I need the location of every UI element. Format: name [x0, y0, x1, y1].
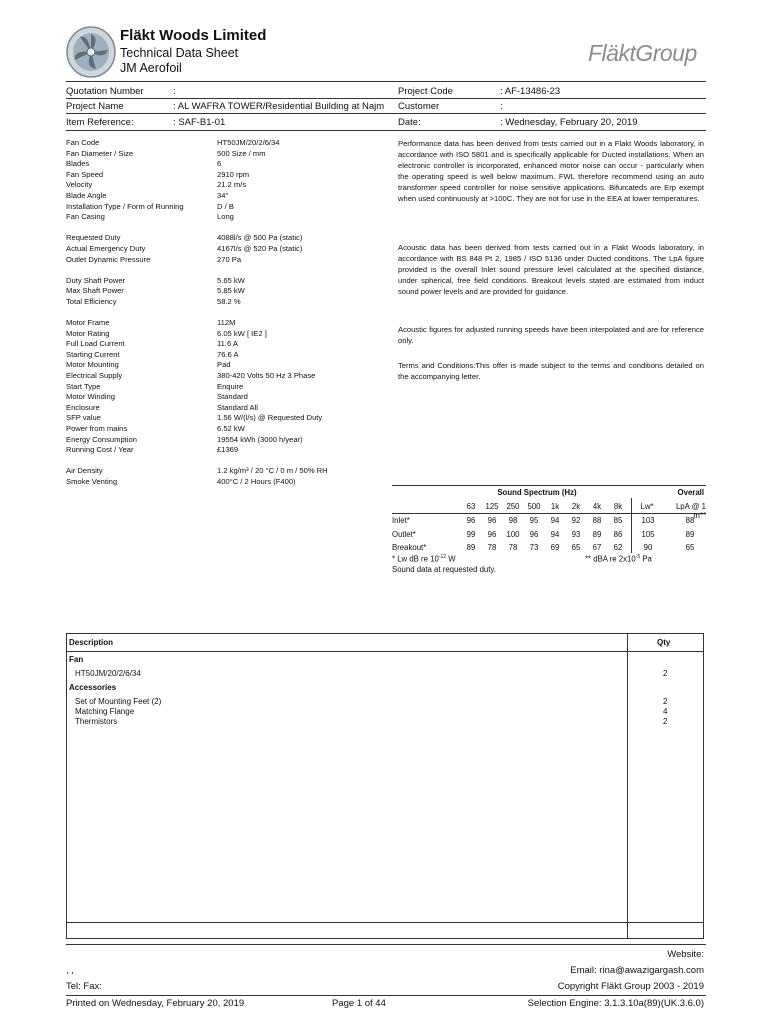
- sound-value: 100: [506, 530, 520, 539]
- performance-note: Performance data has been derived from tests carried out in a Flakt Woods laboratory, in accordance with ISO 5801 and is specifically applicable for Ducted installations. When an electronic controller is incorporated, enhanced motor noise can occur - particularly when the operating speed is well below maximum. FWL therefore recommend using an auto transformer speed controller for noise sensitive applications. Bifurcateds are Erp exempt when used continuously at >100C. They are not for use in the EEA at lower temperatures.: [398, 139, 704, 204]
- lpa-header: LpA @ 1 m**: [675, 502, 706, 520]
- spec-label: Motor Frame: [66, 318, 110, 328]
- spec-value: 34°: [217, 190, 229, 200]
- accessory-qty: 2: [663, 717, 668, 726]
- sound-value: 96: [466, 516, 476, 525]
- sound-lpa-value: 65: [685, 543, 695, 552]
- spec-label: Power from mains: [66, 424, 128, 434]
- spec-label: Enclosure: [66, 402, 100, 412]
- spec-value: 5.65 kW: [217, 275, 245, 285]
- spec-label: Blades: [66, 159, 90, 169]
- spec-label: Energy Consumption: [66, 434, 137, 444]
- spec-label: [66, 265, 184, 276]
- spec-value: 270 Pa: [217, 254, 242, 264]
- spec-label: Fan Speed: [66, 169, 104, 179]
- spec-label: Air Density: [66, 466, 103, 476]
- spec-label: Actual Emergency Duty: [66, 243, 146, 253]
- accessory-name: Thermistors: [75, 717, 118, 726]
- sound-value: 95: [529, 516, 539, 525]
- dba-note-exponent: -5: [635, 554, 641, 560]
- spec-label: Fan Diameter / Size: [66, 148, 134, 158]
- lw-reference-note: [392, 554, 456, 564]
- spec-value: 400°C / 2 Hours (F400): [217, 477, 296, 486]
- accessory-name: Matching Flange: [75, 707, 135, 716]
- spec-labels: [66, 138, 184, 488]
- accessory-name: Set of Mounting Feet (2): [75, 697, 162, 706]
- lw-note-text: * Lw dB re 10: [392, 554, 439, 564]
- spec-value: 58.2 %: [217, 296, 241, 306]
- spec-label: [66, 308, 184, 319]
- spec-label: Total Efficiency: [66, 296, 117, 306]
- fan-qty: 2: [663, 669, 668, 678]
- items-table: [66, 633, 704, 939]
- item-reference-label: Item Reference:: [66, 117, 134, 128]
- spec-label: Velocity: [66, 180, 93, 190]
- dba-reference-note: [585, 554, 652, 564]
- sound-value: 86: [613, 530, 623, 539]
- spec-value: 1.56 W/(l/s) @ Requested Duty: [217, 413, 323, 423]
- interpolation-note: Acoustic figures for adjusted running speeds have been interpolated and are for reference only.: [398, 325, 704, 346]
- spec-value: Standard All: [217, 402, 258, 412]
- spec-value: 6.05 kW [ IE2 ]: [217, 328, 267, 338]
- overall-title: Overall: [677, 488, 704, 497]
- printed-on-text: Printed on Wednesday, February 20, 2019: [66, 998, 245, 1009]
- sound-value: 96: [529, 530, 539, 539]
- spec-value: [217, 456, 328, 467]
- project-name-value: : AL WAFRA TOWER/Residential Building at Najm: [173, 101, 385, 112]
- quote-row-divider-3: [66, 130, 706, 131]
- terms-note: Terms and Conditions:This offer is made subject to the terms and conditions detailed on the accompanying letter.: [398, 361, 704, 382]
- spec-label: Fan Code: [66, 138, 100, 147]
- sound-value: 94: [550, 516, 560, 525]
- spec-value: 11.6 A: [217, 339, 238, 349]
- spec-value: 4167l/s @ 520 Pa (static): [217, 243, 303, 253]
- qty-header: Qty: [657, 638, 671, 647]
- spec-label: Max Shaft Power: [66, 286, 124, 296]
- accessories-heading: Accessories: [69, 683, 117, 692]
- sound-lpa-value: 89: [685, 530, 695, 539]
- sound-lw-value: 105: [641, 530, 655, 539]
- spec-value: 380-420 Volts 50 Hz 3 Phase: [217, 371, 316, 381]
- sound-row-label: Inlet*: [392, 516, 410, 525]
- spec-value: 1.2 kg/m³ / 20 °C / 0 m / 50% RH: [217, 466, 328, 476]
- spec-label: SFP value: [66, 413, 101, 423]
- accessory-qty: 4: [663, 707, 668, 716]
- sound-header-divider: [392, 513, 706, 514]
- freq-header: 4k: [592, 502, 602, 511]
- spec-label: Running Cost / Year: [66, 445, 134, 455]
- sound-value: 78: [508, 543, 518, 552]
- selection-engine-text: Selection Engine: 3.1.3.10a(89)(UK.3.6.0): [527, 998, 704, 1009]
- freq-header: 125: [485, 502, 499, 511]
- spec-label: Smoke Venting: [66, 477, 118, 486]
- freq-header: 500: [527, 502, 541, 511]
- product-name: JM Aerofoil: [120, 61, 182, 75]
- sound-value: 65: [571, 543, 581, 552]
- spec-label: Electrical Supply: [66, 371, 123, 381]
- quote-row-divider-1: [66, 98, 706, 99]
- address-commas: , ,: [66, 965, 74, 976]
- spec-value: 5.85 kW: [217, 286, 245, 296]
- spec-label: Duty Shaft Power: [66, 275, 126, 285]
- spec-value: 19554 kWh (3000 h/year): [217, 434, 303, 444]
- freq-header: 250: [506, 502, 520, 511]
- sound-top-divider: [392, 485, 706, 486]
- sound-value: 88: [592, 516, 602, 525]
- sound-value: 78: [487, 543, 497, 552]
- spec-value: Enquire: [217, 381, 244, 391]
- spec-value: [217, 308, 328, 319]
- lw-note-unit: W: [448, 554, 456, 564]
- fan-code-item: HT50JM/20/2/6/34: [75, 669, 141, 678]
- sound-row-label: Outlet*: [392, 530, 416, 539]
- page-number: Page 1 of 44: [332, 998, 386, 1009]
- spec-value: 6.52 kW: [217, 424, 245, 434]
- project-name-label: Project Name: [66, 101, 124, 112]
- item-reference-value: : SAF-B1-01: [173, 117, 226, 128]
- footer-bottom-divider: [66, 995, 706, 996]
- spec-value: 2910 rpm: [217, 169, 250, 179]
- copyright-text: Copyright Fläkt Group 2003 - 2019: [557, 981, 704, 992]
- sound-column-divider: [631, 498, 632, 553]
- spec-value: Pad: [217, 360, 231, 370]
- spec-value: 21.2 m/s: [217, 180, 247, 190]
- spec-value: [217, 223, 328, 234]
- customer-value: :: [500, 101, 503, 112]
- spec-label: [66, 456, 184, 467]
- fan-heading: Fan: [69, 655, 84, 664]
- dba-note-unit: Pa: [642, 554, 652, 564]
- lw-header: Lw*: [640, 502, 654, 511]
- sound-value: 67: [592, 543, 602, 552]
- sound-lpa-value: 88: [685, 516, 695, 525]
- quote-row-divider-2: [66, 113, 706, 114]
- spec-value: HT50JM/20/2/6/34: [217, 138, 280, 147]
- sound-value: 89: [466, 543, 476, 552]
- tel-fax: Tel: Fax:: [66, 981, 102, 992]
- spec-label: [66, 223, 184, 234]
- spec-value: Standard: [217, 392, 248, 402]
- freq-header: 63: [466, 502, 476, 511]
- email-text: Email: rina@awazigargash.com: [570, 965, 704, 976]
- sound-value: 89: [592, 530, 602, 539]
- website-label: Website:: [667, 949, 704, 960]
- spectrum-title: Sound Spectrum (Hz): [497, 488, 577, 497]
- project-code-label: Project Code: [398, 86, 453, 97]
- spec-value: Long: [217, 212, 234, 222]
- sound-value: 92: [571, 516, 581, 525]
- sound-lw-value: 90: [643, 543, 653, 552]
- footer-top-divider: [66, 944, 706, 945]
- spec-label: Motor Mounting: [66, 360, 119, 370]
- sound-row-label: Breakout*: [392, 543, 427, 552]
- spec-value: D / B: [217, 201, 234, 211]
- sound-value: 69: [550, 543, 560, 552]
- table-footer-divider: [67, 922, 703, 923]
- sound-value: 99: [466, 530, 476, 539]
- date-label: Date:: [398, 117, 421, 128]
- spec-label: Full Load Current: [66, 339, 125, 349]
- sound-value: 62: [613, 543, 623, 552]
- spec-label: Motor Rating: [66, 328, 110, 338]
- sound-duty-note: Sound data at requested duty.: [392, 565, 496, 574]
- acoustic-note: Acoustic data has been derived from tests carried out in a Flakt Woods laboratory, in accordance with BS 848 Pt 2, 1985 / ISO 5136 under Ducted conditions. The LpA figure provided is the overall Inlet sound pressure level calculated at the specified distance, under spherical, free field conditions. Breakout levels stated are estimated from induct sound power levels and are provided for guidance.: [398, 243, 704, 297]
- spec-label: Installation Type / Form of Running: [66, 201, 184, 211]
- table-column-divider: [627, 634, 628, 938]
- description-header: Description: [69, 638, 114, 647]
- quotation-number-label: Quotation Number: [66, 86, 144, 97]
- project-code-value: : AF-13486-23: [500, 86, 561, 97]
- freq-header: 1k: [550, 502, 560, 511]
- sound-value: 98: [508, 516, 518, 525]
- spec-label: Motor Winding: [66, 392, 115, 402]
- spec-label: Requested Duty: [66, 233, 121, 243]
- customer-label: Customer: [398, 101, 440, 112]
- spec-value: £1369: [217, 445, 239, 455]
- document-type: Technical Data Sheet: [120, 46, 239, 60]
- spec-label: Start Type: [66, 381, 101, 391]
- freq-header: 8k: [613, 502, 623, 511]
- spec-label: Blade Angle: [66, 190, 107, 200]
- spec-value: 6: [217, 159, 222, 169]
- sound-lw-value: 103: [641, 516, 655, 525]
- spec-value: [217, 265, 328, 276]
- spec-value: 4088l/s @ 500 Pa (static): [217, 233, 303, 243]
- header-divider: [66, 81, 706, 82]
- spec-value: 500 Size / mm: [217, 148, 266, 158]
- sound-value: 96: [487, 516, 497, 525]
- fan-logo-icon: [66, 26, 116, 78]
- sound-value: 96: [487, 530, 497, 539]
- sound-value: 73: [529, 543, 539, 552]
- company-name: Fläkt Woods Limited: [120, 27, 267, 44]
- flaktgroup-logo: FläktGroup: [588, 40, 697, 66]
- table-header-divider: [67, 651, 703, 652]
- spec-label: Outlet Dynamic Pressure: [66, 254, 151, 264]
- spec-label: Fan Casing: [66, 212, 105, 222]
- date-value: : Wednesday, February 20, 2019: [500, 117, 638, 128]
- lw-note-exponent: -12: [438, 554, 447, 560]
- accessory-qty: 2: [663, 697, 668, 706]
- spec-value: 112M: [217, 318, 236, 328]
- dba-note-text: ** dBA re 2x10: [585, 554, 636, 564]
- quotation-number-value: :: [173, 86, 176, 97]
- spec-value: 76.6 A: [217, 349, 239, 359]
- sound-value: 94: [550, 530, 560, 539]
- sound-value: 93: [571, 530, 581, 539]
- spec-values: [217, 138, 328, 488]
- freq-header: 2k: [571, 502, 581, 511]
- spec-label: Starting Current: [66, 349, 120, 359]
- sound-value: 85: [613, 516, 623, 525]
